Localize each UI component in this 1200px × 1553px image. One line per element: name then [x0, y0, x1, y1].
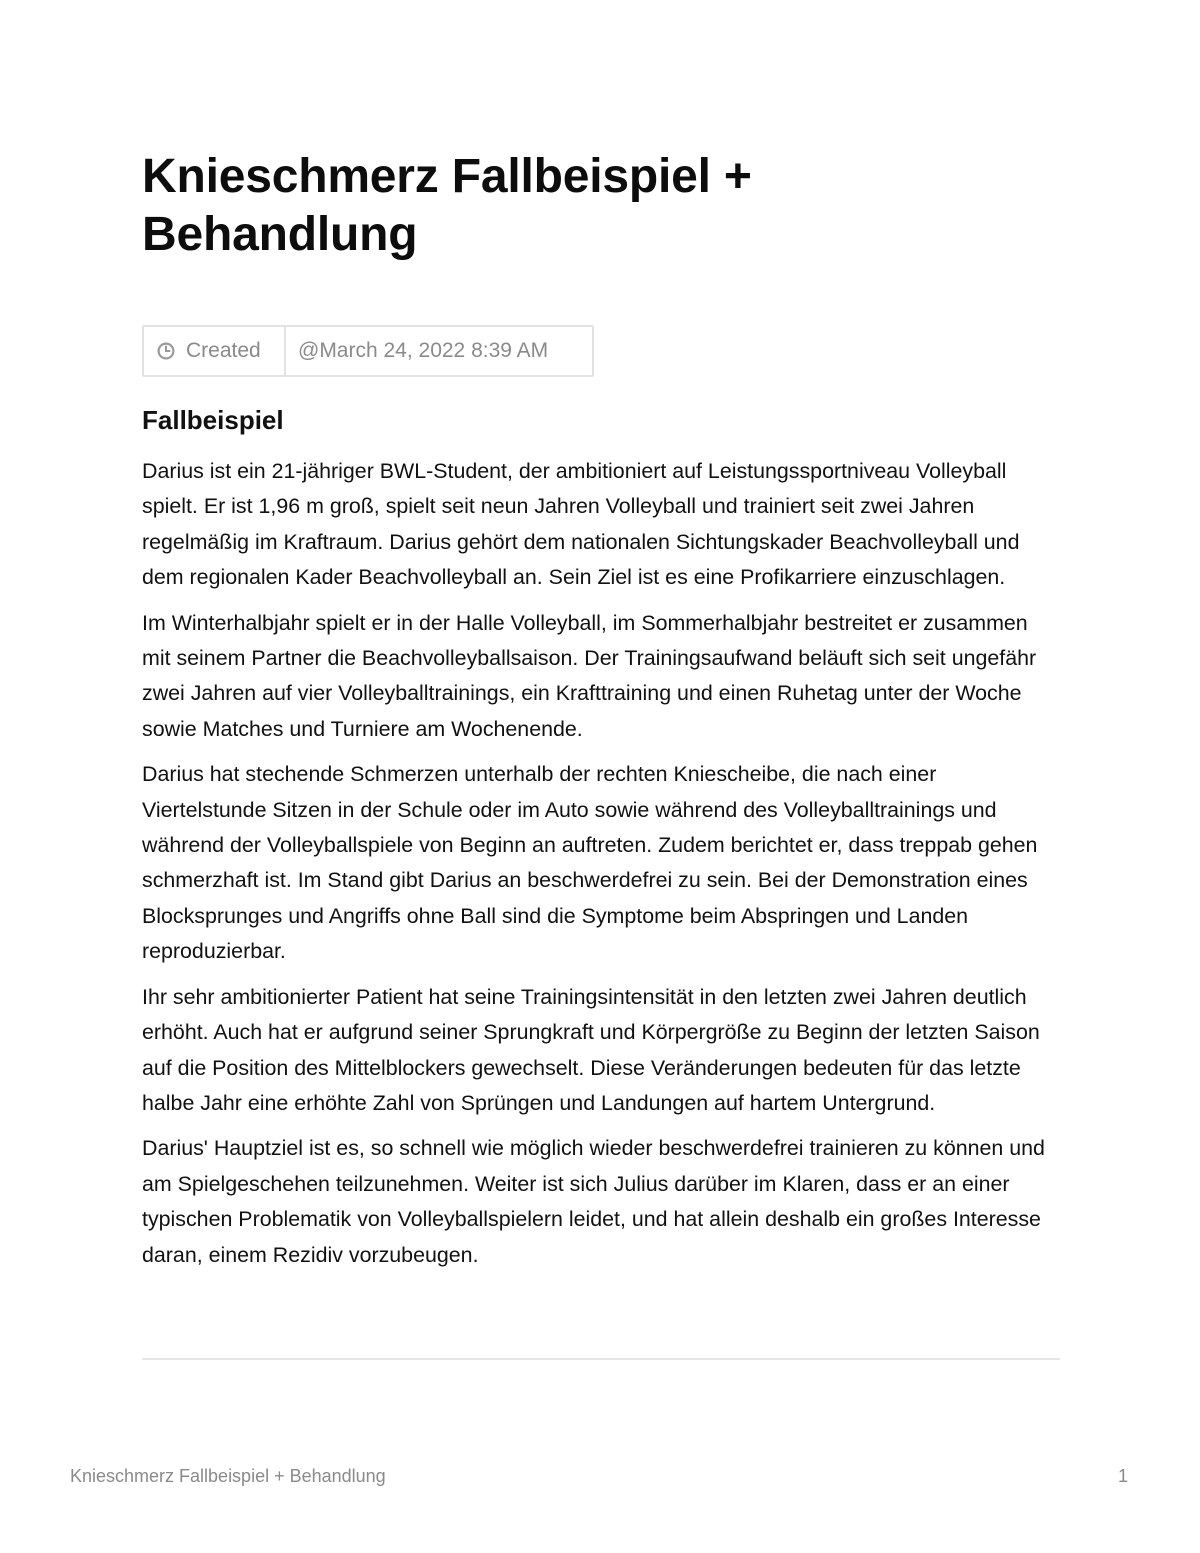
footer-title: Knieschmerz Fallbeispiel + Behandlung: [70, 1466, 386, 1486]
divider: [142, 1358, 1060, 1360]
paragraph: Ihr sehr ambitionierter Patient hat seine Trainingsintensität in den letzten zwei Jahren deutlich erhöht. Auch hat er aufgrund seiner Sprungkraft und Körpergröße zu Beginn der letzten Saison auf die Position des Mittelblockers gewechselt. Diese Veränderungen bedeuten für das letzte halbe Jahr eine erhöhte Zahl von Sprüngen und Landungen auf hartem Untergrund.: [142, 984, 1040, 1115]
section-heading: Fallbeispiel: [142, 405, 284, 435]
paragraph: Darius hat stechende Schmerzen unterhalb der rechten Kniescheibe, die nach einer Viertelstunde Sitzen in der Schule oder im Auto sowie während des Volleyballtrainings und während der Volleyballspiele von Beginn an auftreten. Zudem berichtet er, dass treppab gehen schmerzhaft ist. Im Stand gibt Darius an beschwerdefrei zu sein. Bei der Demonstration eines Blocksprunges und Angriffs ohne Ball sind die Symptome beim Abspringen und Landen reproduzierbar.: [142, 762, 1038, 964]
page-number: 1: [1117, 1466, 1128, 1486]
properties-table: [142, 325, 594, 377]
created-property-label: [144, 327, 286, 375]
created-label-text: Created: [186, 339, 261, 362]
page-title-line-2: Behandlung: [142, 208, 418, 261]
page-title-line-1: Knieschmerz Fallbeispiel +: [142, 150, 752, 203]
created-property-value: @March 24, 2022 8:39 AM: [298, 339, 549, 362]
section-body: [142, 454, 1060, 1283]
page-title: [142, 148, 1060, 264]
paragraph: Im Winterhalbjahr spielt er in der Halle Volleyball, im Sommerhalbjahr bestreitet er zusammen mit seinem Partner die Beachvolleyballsaison. Der Trainingsaufwand beläuft sich seit ungefähr zwei Jahren auf vier Volleyballtrainings, ein Krafttraining und einen Ruhetag unter der Woche sowie Matches und Turniere am Wochenende.: [142, 610, 1037, 741]
clock-icon: [156, 341, 176, 361]
paragraph: Darius' Hauptziel ist es, so schnell wie möglich wieder beschwerdefrei trainieren zu können und am Spielgeschehen teilzunehmen. Weiter ist sich Julius darüber im Klaren, dass er an einer typischen Problematik von Volleyballspielern leidet, und hat allein deshalb ein großes Interesse daran, einem Rezidiv vorzubeugen.: [142, 1136, 1045, 1267]
paragraph: Darius ist ein 21-jähriger BWL-Student, der ambitioniert auf Leistungssportniveau Volleyball spielt. Er ist 1,96 m groß, spielt seit neun Jahren Volleyball und trainiert seit zwei Jahren regelmäßig im Kraftraum. Darius gehört dem nationalen Sichtungskader Beachvolleyball und dem regionalen Kader Beachvolleyball an. Sein Ziel ist es eine Profikarriere einzuschlagen.: [142, 459, 1020, 590]
